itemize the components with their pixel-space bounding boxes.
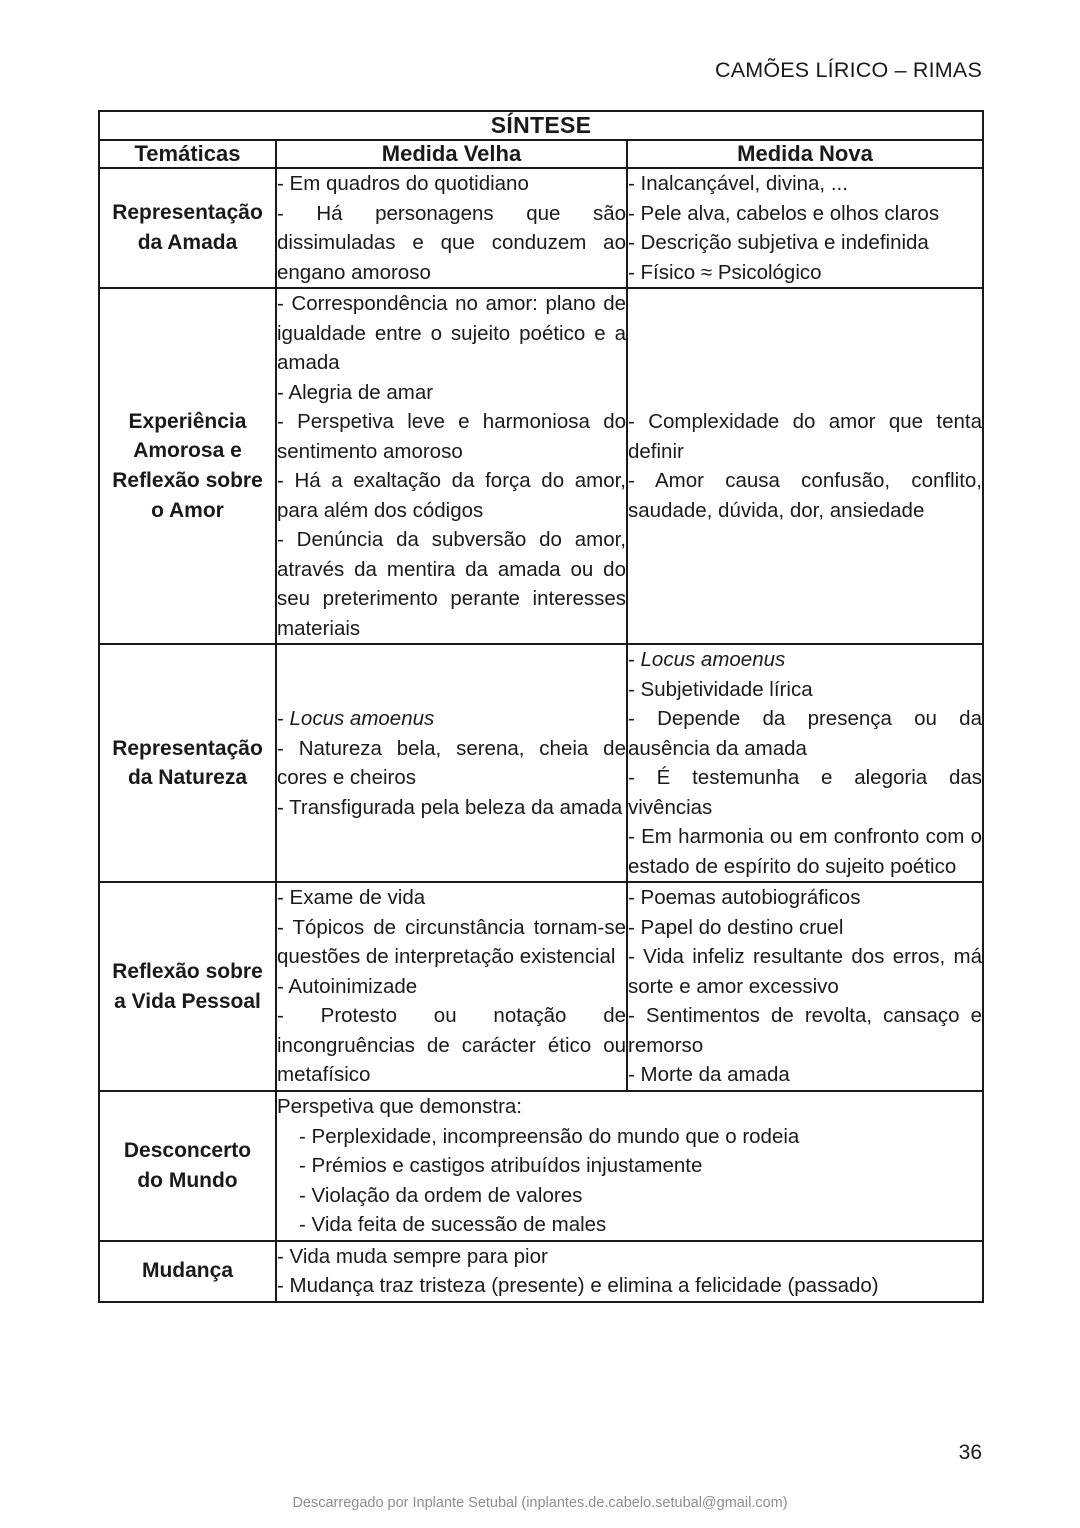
bullet-item: - Há a exaltação da força do amor, para além dos códigos bbox=[277, 469, 626, 522]
bullet-item: - Correspondência no amor: plano de igualdade entre o sujeito poético e a amada bbox=[277, 292, 626, 375]
bullet-item: - Papel do destino cruel bbox=[628, 915, 844, 939]
cell-merged-content bbox=[276, 1241, 983, 1302]
bullet-item: - Poemas autobiográficos bbox=[628, 886, 861, 910]
bullet-item: - Alegria de amar bbox=[277, 380, 434, 404]
theme-label-line: Mudança bbox=[141, 1259, 233, 1283]
download-attribution-note: Descarregado por Inplante Setubal (inplantes.de.cabelo.setubal@gmail.com) bbox=[292, 1495, 788, 1511]
table-row bbox=[99, 1241, 983, 1302]
column-header-thematics: Temáticas bbox=[99, 140, 276, 168]
intro-text: Perspetiva que demonstra: bbox=[277, 1094, 522, 1118]
theme-label-representacao-da-amada bbox=[99, 168, 276, 288]
bullet-item: - Natureza bela, serena, cheia de cores e cheiros bbox=[277, 736, 626, 790]
bullet-item: - Vida muda sempre para pior bbox=[277, 1244, 548, 1268]
table-row bbox=[99, 882, 983, 1091]
bullet-item: - Denúncia da subversão do amor, através da mentira da amada ou do seu preterimento perante interesses materiais bbox=[277, 528, 626, 640]
bullet-item: - Perspetiva leve e harmoniosa do sentimento amoroso bbox=[277, 410, 626, 463]
cell-old-measure bbox=[276, 288, 627, 644]
bullet-item: - É testemunha e alegoria das vivências bbox=[628, 766, 982, 819]
theme-label-line: Reflexão sobre bbox=[112, 959, 263, 983]
theme-label-line: do Mundo bbox=[137, 1168, 238, 1192]
running-header-title: CAMÕES LÍRICO – RIMAS bbox=[714, 58, 982, 82]
bullet-item: - Exame de vida bbox=[277, 886, 426, 910]
italic-term: Locus amoenus bbox=[289, 707, 435, 731]
cell-merged-content bbox=[276, 1091, 983, 1241]
theme-label-line: Representação bbox=[112, 201, 263, 225]
cell-new-measure bbox=[627, 882, 983, 1091]
bullet-item: - Tópicos de circunstância tornam-se questões de interpretação existencial bbox=[277, 915, 626, 969]
theme-label-line: Amorosa e bbox=[133, 439, 242, 463]
theme-label-mudanca bbox=[99, 1241, 276, 1302]
bullet-item: - Autoinimizade bbox=[277, 974, 418, 998]
cell-old-measure bbox=[276, 168, 627, 288]
theme-label-reflexao-vida-pessoal bbox=[99, 882, 276, 1091]
theme-label-line: Experiência bbox=[128, 409, 247, 433]
theme-label-line: da Amada bbox=[137, 231, 238, 255]
bullet-item: - Violação da ordem de valores bbox=[299, 1183, 583, 1207]
bullet-item: - Perplexidade, incompreensão do mundo que o rodeia bbox=[299, 1124, 800, 1148]
cell-old-measure bbox=[276, 882, 627, 1091]
bullet-item: - Há personagens que são dissimuladas e que conduzem ao engano amoroso bbox=[277, 201, 626, 284]
bullet-item: - Mudança traz tristeza (presente) e elimina a felicidade (passado) bbox=[277, 1274, 879, 1298]
theme-label-line: a Vida Pessoal bbox=[114, 989, 261, 1013]
cell-new-measure bbox=[627, 288, 983, 644]
cell-new-measure bbox=[627, 644, 983, 882]
theme-label-line: Reflexão sobre bbox=[112, 469, 263, 493]
table-row bbox=[99, 1091, 983, 1241]
table-title-row bbox=[99, 111, 983, 140]
bullet-item: - Amor causa confusão, conflito, saudade, dúvida, dor, ansiedade bbox=[628, 469, 982, 522]
bullet-item: - Em quadros do quotidiano bbox=[277, 172, 529, 195]
bullet-item: - Inalcançável, divina, ... bbox=[628, 172, 848, 195]
bullet-item: - Morte da amada bbox=[628, 1063, 790, 1087]
bullet-item: - Transfigurada pela beleza da amada bbox=[277, 795, 623, 819]
bullet-item: - Prémios e castigos atribuídos injustamente bbox=[299, 1154, 703, 1178]
table-row bbox=[99, 288, 983, 644]
table-header-row bbox=[99, 140, 983, 168]
table-row bbox=[99, 168, 983, 288]
theme-label-line: da Natureza bbox=[127, 766, 248, 790]
table-title: SÍNTESE bbox=[99, 111, 983, 140]
column-header-old-measure: Medida Velha bbox=[276, 140, 627, 168]
cell-new-measure bbox=[627, 168, 983, 288]
bullet-item: - Pele alva, cabelos e olhos claros bbox=[628, 201, 940, 225]
italic-term: Locus amoenus bbox=[640, 648, 786, 672]
bullet-item: - Vida infeliz resultante dos erros, má sorte e amor excessivo bbox=[628, 945, 982, 998]
theme-label-line: Desconcerto bbox=[123, 1138, 252, 1162]
theme-label-experiencia-amorosa bbox=[99, 288, 276, 644]
bullet-item: - Físico ≈ Psicológico bbox=[628, 260, 822, 284]
page-number: 36 bbox=[958, 1441, 982, 1464]
bullet-item: - Depende da presença ou da ausência da amada bbox=[628, 707, 982, 760]
bullet-item-locus-amoenus: - Locus amoenus bbox=[277, 707, 435, 731]
bullet-item: - Em harmonia ou em confronto com o estado de espírito do sujeito poético bbox=[628, 825, 982, 878]
bullet-item: - Complexidade do amor que tenta definir bbox=[628, 410, 982, 463]
bullet-item: - Descrição subjetiva e indefinida bbox=[628, 231, 929, 255]
cell-old-measure bbox=[276, 644, 627, 882]
theme-label-line: o Amor bbox=[151, 498, 224, 522]
bullet-item-locus-amoenus: - Locus amoenus bbox=[628, 648, 786, 672]
bullet-item: - Protesto ou notação de incongruências de carácter ético ou metafísico bbox=[277, 1004, 626, 1087]
table-row bbox=[99, 644, 983, 882]
bullet-item: - Sentimentos de revolta, cansaço e remorso bbox=[628, 1004, 982, 1057]
bullet-item: - Vida feita de sucessão de males bbox=[299, 1213, 607, 1237]
bullet-item: - Subjetividade lírica bbox=[628, 677, 813, 701]
theme-label-representacao-da-natureza bbox=[99, 644, 276, 882]
theme-label-desconcerto-do-mundo bbox=[99, 1091, 276, 1241]
theme-label-line: Representação bbox=[112, 736, 263, 760]
synthesis-table bbox=[98, 110, 984, 1303]
column-header-new-measure: Medida Nova bbox=[627, 140, 983, 168]
